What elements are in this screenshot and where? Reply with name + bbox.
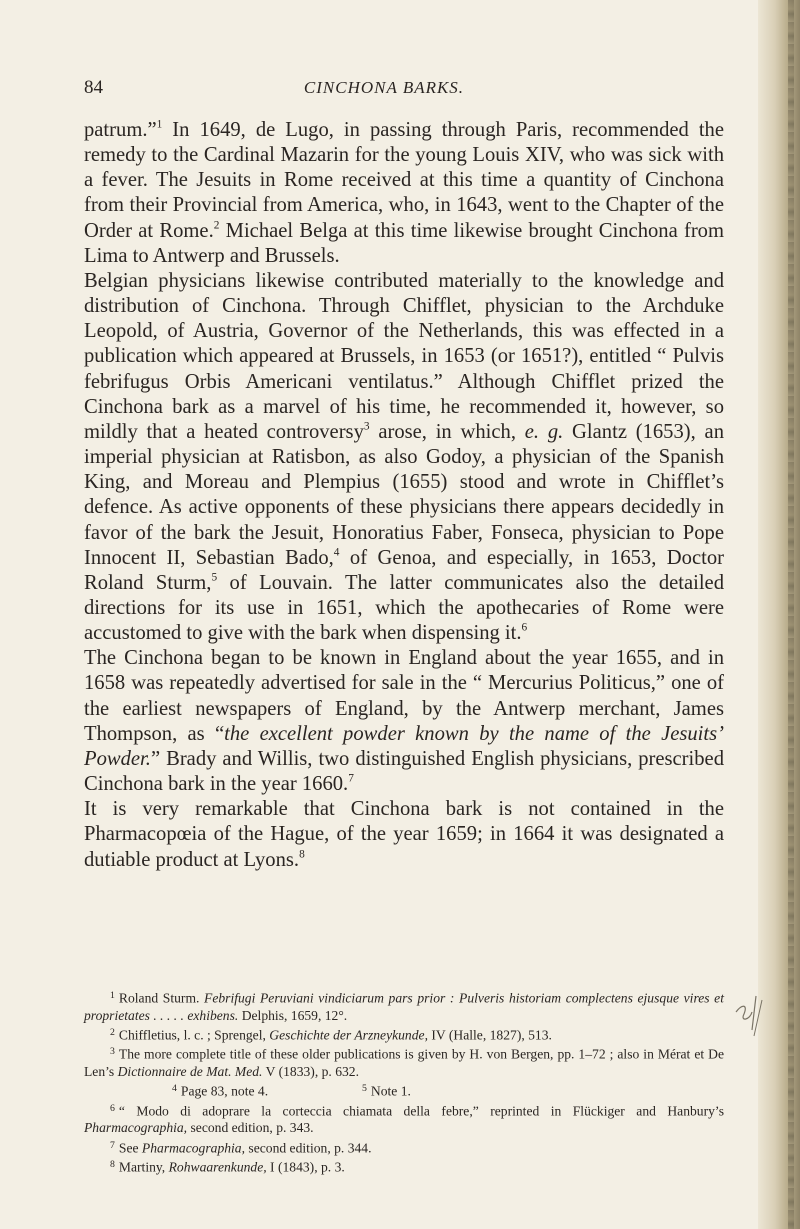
- footnote-4: [172, 1080, 362, 1100]
- footnote-5-number: 5: [362, 1083, 367, 1095]
- handwritten-marginal-mark: [730, 990, 770, 1040]
- footnote-3: $^3$ The more complete title of these older publications is given by H. von Bergen, pp. 1–72 ; also in Mérat et De Len’s Dictionnaire de Mat. Med. V (1833), p. 632.: [84, 1046, 724, 1080]
- footnote-4-text: Page 83, note 4.: [180, 1083, 269, 1099]
- italic-text: Pharmacographia,: [84, 1120, 188, 1136]
- footnote-number: 8: [110, 1159, 115, 1171]
- footnote-5: [362, 1080, 552, 1100]
- footnote-pair: [84, 1080, 724, 1100]
- footnote-7: $^7$ See Pharmacographia, second edition, p. 344.: [110, 1139, 372, 1156]
- footnote-number: 3: [110, 1046, 115, 1058]
- paragraph: patrum.”$^1$ In 1649, de Lugo, in passing through Paris, recommended the remedy to the Cardinal Mazarin for the young Louis XIV, who was sick with a fever. The Jesuits in Rome received at this time a quantity of Cinchona from their Provincial from America, who, in 1643, went to the Chapter of the Order at Rome.$^2$ Michael Belga at this time likewise brought Cinchona from Lima to Antwerp and Brussels.: [84, 118, 725, 267]
- footnote-reference: 8: [299, 848, 305, 861]
- footnote-1: $^1$ Roland Sturm. Febrifugi Peruviani vindiciarum pars prior : Pulveris historiam complectens ejusque vires et proprietates . . . . . exhibens. Delphis, 1659, 12°.: [84, 990, 724, 1023]
- body-text: [84, 118, 724, 873]
- italic-text: Rohwaarenkunde,: [168, 1159, 267, 1175]
- paragraph: Belgian physicians likewise contributed materially to the knowledge and distribution of Cinchona. Through Chifflet, physician to the Archduke Leopold, of Austria, Governor of the Netherlands, this was effected in a publication which appeared at Brussels, in 1653 (or 1651?), entitled “ Pulvis febrifugus Orbis Americani ventilatus.” Although Chifflet prized the Cinchona bark as a marvel of his time, he recommended it, however, so mildly that a heated controversy$^3$ arose, in which, e. g. Glantz (1653), an imperial physician at Ratisbon, as also Godoy, a physician of the Spanish King, and Moreau and Plempius (1655) stood and wrote in Chifflet’s defence. As active opponents of these physicians there appears decidedly in favor of the bark the Jesuit, Honoratius Faber, Fonseca, physician to Pope Innocent II, Sebastian Bado,$^4$ of Genoa, and especially, in 1653, Doctor Roland Sturm,$^5$ of Louvain. The latter communicates also the detailed directions for its use in 1651, which the apothecaries of Rome were accustomed to give with the bark when dispensing it.$^6$: [84, 269, 724, 645]
- footnote-number: 2: [110, 1026, 115, 1038]
- footnote-5-text: Note 1.: [370, 1083, 411, 1099]
- paragraph: The Cinchona began to be known in England about the year 1655, and in 1658 was repeatedly advertised for sale in the “ Mercurius Politicus,” one of the earliest newspapers of England, by the Antwerp merchant, James Thompson, as “the excellent powder known by the name of the Jesuits’ Powder.” Brady and Willis, two distinguished English physicians, prescribed Cinchona bark in the year 1660.$^7$: [84, 647, 724, 796]
- footnote-number: 7: [110, 1139, 115, 1151]
- footnote-reference: 1: [156, 118, 163, 131]
- page-header: [84, 77, 684, 101]
- page-number: 84: [84, 77, 103, 98]
- italic-text: Pharmacographia,: [141, 1140, 246, 1156]
- italic-text: e. g.: [524, 420, 564, 443]
- footnote-8: $^8$ Martiny, Rohwaarenkunde, I (1843), p. 3.: [110, 1159, 345, 1175]
- italic-text: the excellent powder known by the name of the Jesuits’ Powder.: [84, 722, 724, 770]
- running-title: CINCHONA BARKS.: [303, 78, 465, 97]
- footnote-reference: 4: [333, 546, 340, 559]
- footnote-6: $^6$ “ Modo di adoprare la corteccia chiamata della febre,” reprinted in Flückiger and Hanbury’s Pharmacographia, second edition, p. 343.: [84, 1102, 724, 1136]
- footnote-number: 1: [110, 990, 115, 1001]
- footnote-reference: 6: [521, 621, 528, 634]
- footnote-number: 6: [110, 1102, 115, 1114]
- footnote-reference: 3: [363, 420, 370, 433]
- italic-text: Geschichte der Arzneykunde,: [269, 1027, 428, 1043]
- paragraph: It is very remarkable that Cinchona bark is not contained in the Pharmacopœia of the Hague, of the year 1659; in 1664 it was designated a dutiable product at Lyons.$^8$: [84, 798, 724, 871]
- italic-text: Dictionnaire de Mat. Med.: [117, 1064, 263, 1080]
- footnotes: [84, 987, 724, 1176]
- italic-text: Febrifugi Peruviani vindiciarum pars prior : Pulveris historiam complectens ejusque vires et proprietates . . . . . exhibens.: [84, 990, 724, 1023]
- footnote-2: $^2$ Chiffletius, l. c. ; Sprengel, Geschichte der Arzneykunde, IV (Halle, 1827), 513.: [110, 1026, 552, 1043]
- page-edge-binding: [788, 0, 794, 1229]
- page-edge-shadow: [758, 0, 800, 1229]
- footnote-reference: 7: [348, 772, 354, 785]
- footnote-reference: 5: [211, 571, 218, 584]
- footnote-4-number: 4: [172, 1083, 177, 1095]
- footnote-reference: 2: [213, 219, 220, 232]
